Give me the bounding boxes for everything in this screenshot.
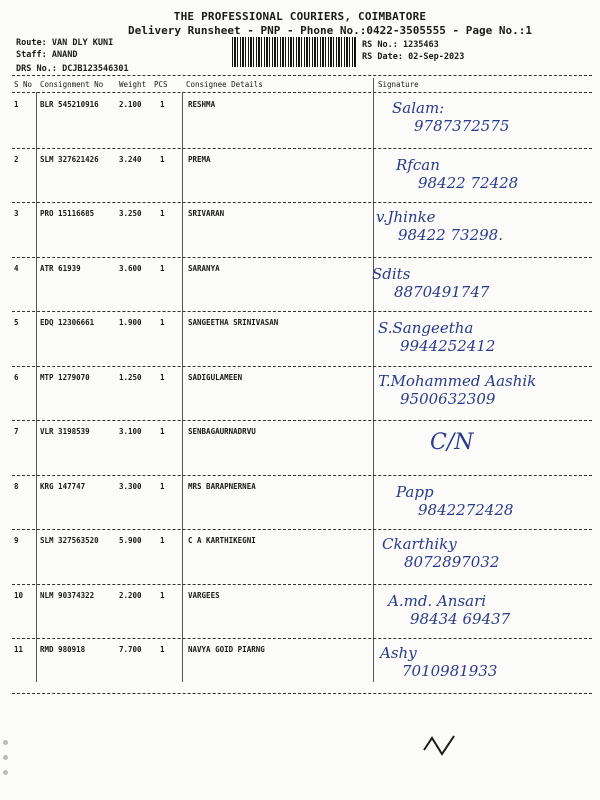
handwritten-signature <box>430 430 474 455</box>
row-sno: 8 <box>14 481 19 491</box>
row-consignment-no: SLM 327621426 <box>40 154 99 164</box>
row-sno: 2 <box>14 154 19 164</box>
signature-phone: 7010981933 <box>402 662 498 680</box>
barcode <box>232 37 356 67</box>
row-consignment-no: PRO 15116685 <box>40 209 95 218</box>
handwritten-signature <box>380 644 497 680</box>
handwritten-signature <box>378 372 536 408</box>
signature-phone: 8870491747 <box>394 282 490 301</box>
col-header-weight: Weight <box>119 80 147 89</box>
rs-date-label: RS Date: <box>362 52 403 62</box>
punch-hole <box>3 770 8 775</box>
row-weight: 3.240 <box>119 154 142 164</box>
row-pcs: 1 <box>160 318 165 327</box>
row-consignee: SARANYA <box>188 263 220 273</box>
row-pcs: 1 <box>160 590 165 600</box>
row-consignee: NAVYA GOID PIARNG <box>188 645 265 654</box>
row-separator <box>12 584 592 585</box>
row-consignment-no: RMD 980918 <box>40 645 86 654</box>
handwritten-signature <box>378 319 495 355</box>
signature-name: Ashy <box>380 644 417 662</box>
signature-name: A.md. Ansari <box>388 591 487 610</box>
signature-name: T.Mohammed Aashik <box>378 371 537 390</box>
row-consignment-no: NLM 90374322 <box>40 590 95 600</box>
route-value: VAN DLY KUNI <box>51 38 114 48</box>
header-rule-bottom <box>12 92 592 93</box>
signature-phone: 9787372575 <box>414 117 510 135</box>
row-consignee: SANGEETHA SRINIVASAN <box>188 318 279 327</box>
check-mark <box>420 728 460 758</box>
row-consignee: C A KARTHIKEGNI <box>188 536 256 545</box>
row-consignment-no: SLM 327563520 <box>40 536 99 545</box>
row-consignee: VARGEES <box>188 590 220 600</box>
row-consignee: MRS BARAPNERNEA <box>188 481 256 491</box>
col-header-signature: Signature <box>378 80 419 89</box>
signature-name: Papp <box>396 482 434 501</box>
staff-line <box>16 50 77 60</box>
signature-phone: 98434 69437 <box>410 609 511 628</box>
row-separator <box>12 529 592 530</box>
staff-value: ANAND <box>51 50 78 60</box>
drs-label: DRS No.: <box>16 64 57 74</box>
rs-date-line <box>362 52 464 62</box>
rs-no-line <box>362 40 439 50</box>
handwritten-signature <box>396 156 518 192</box>
row-weight: 7.700 <box>119 645 142 654</box>
signature-name: Ckarthiky <box>382 535 457 553</box>
row-consignee: SRIVARAN <box>188 209 225 218</box>
signature-name: S.Sangeetha <box>378 319 474 337</box>
row-pcs: 1 <box>160 645 165 654</box>
row-sno: 5 <box>14 318 19 327</box>
rs-no-value: 1235463 <box>402 40 439 50</box>
row-weight: 2.200 <box>119 590 142 600</box>
punch-hole <box>3 755 8 760</box>
drs-value: DCJB123546301 <box>62 64 129 74</box>
rs-no-label: RS No.: <box>362 40 398 50</box>
row-consignee: PREMA <box>188 154 211 164</box>
row-consignee: SADIGULAMEEN <box>188 372 243 382</box>
handwritten-signature <box>382 535 499 571</box>
row-sno: 3 <box>14 209 19 218</box>
signature-name: C/N <box>430 430 474 455</box>
handwritten-signature <box>388 592 510 628</box>
signature-phone: 98422 73298. <box>398 226 503 244</box>
col-header-consignment: Consignment No <box>40 80 104 89</box>
row-sno: 1 <box>14 100 19 109</box>
handwritten-signature <box>392 99 509 135</box>
row-weight: 2.100 <box>119 100 142 109</box>
row-consignment-no: ATR 61939 <box>40 263 81 273</box>
signature-phone: 9500632309 <box>400 389 496 408</box>
rs-date-value: 02-Sep-2023 <box>408 52 465 62</box>
row-sno: 7 <box>14 427 19 436</box>
row-consignee: RESHMA <box>188 100 216 109</box>
row-consignee: SENBAGAURNADRVU <box>188 427 256 436</box>
row-pcs: 1 <box>160 100 165 109</box>
header-rule-top <box>12 75 592 76</box>
row-sno: 4 <box>14 263 19 273</box>
row-weight: 3.300 <box>119 481 142 491</box>
row-sno: 6 <box>14 372 19 382</box>
route-line <box>16 38 113 48</box>
route-label: Route: <box>16 38 47 48</box>
row-sno: 11 <box>14 645 24 654</box>
row-weight: 3.250 <box>119 209 142 218</box>
col-header-consignee: Consignee Details <box>186 80 263 89</box>
row-separator <box>12 257 592 258</box>
row-consignment-no: BLR 545210916 <box>40 100 99 109</box>
row-pcs: 1 <box>160 427 165 436</box>
staff-label: Staff: <box>16 50 47 60</box>
signature-name: v.Jhinke <box>376 208 436 226</box>
column-divider <box>36 92 37 682</box>
row-separator <box>12 202 592 203</box>
row-sno: 10 <box>14 590 24 600</box>
runsheet-subtitle: Delivery Runsheet - PNP - Phone No.:0422-3505555 - Page No.:1 <box>128 24 532 37</box>
row-pcs: 1 <box>160 209 165 218</box>
row-separator <box>12 693 592 694</box>
row-consignment-no: VLR 3198539 <box>40 427 90 436</box>
signature-name: Sdits <box>372 264 411 283</box>
company-title: THE PROFESSIONAL COURIERS, COIMBATORE <box>173 10 427 23</box>
row-weight: 3.600 <box>119 263 142 273</box>
signature-phone: 9944252412 <box>400 337 496 355</box>
row-weight: 3.100 <box>119 427 142 436</box>
row-consignment-no: KRG 147747 <box>40 481 86 491</box>
binding-edge <box>3 0 9 800</box>
row-separator <box>12 475 592 476</box>
col-header-sno: S No <box>14 80 33 89</box>
signature-name: Salam: <box>392 99 445 117</box>
handwritten-signature <box>376 208 503 244</box>
row-separator <box>12 366 592 367</box>
row-sno: 9 <box>14 536 19 545</box>
row-consignment-no: EDQ 12306661 <box>40 318 95 327</box>
signature-name: Rfcan <box>396 155 440 174</box>
row-consignment-no: MTP 1279070 <box>40 372 90 382</box>
signature-phone: 9842272428 <box>418 500 514 519</box>
row-separator <box>12 148 592 149</box>
handwritten-signature <box>396 483 513 519</box>
column-divider <box>373 78 374 682</box>
row-weight: 1.900 <box>119 318 142 327</box>
row-weight: 5.900 <box>119 536 142 545</box>
column-divider <box>182 92 183 682</box>
row-pcs: 1 <box>160 481 165 491</box>
signature-phone: 8072897032 <box>404 553 500 571</box>
row-weight: 1.250 <box>119 372 142 382</box>
col-header-pcs: PCS <box>154 80 168 89</box>
row-pcs: 1 <box>160 372 165 382</box>
drs-line <box>16 64 129 74</box>
row-separator <box>12 420 592 421</box>
row-pcs: 1 <box>160 536 165 545</box>
row-pcs: 1 <box>160 154 165 164</box>
handwritten-signature <box>372 265 489 301</box>
row-pcs: 1 <box>160 263 165 273</box>
signature-phone: 98422 72428 <box>418 173 519 192</box>
row-separator <box>12 311 592 312</box>
punch-hole <box>3 740 8 745</box>
row-separator <box>12 638 592 639</box>
